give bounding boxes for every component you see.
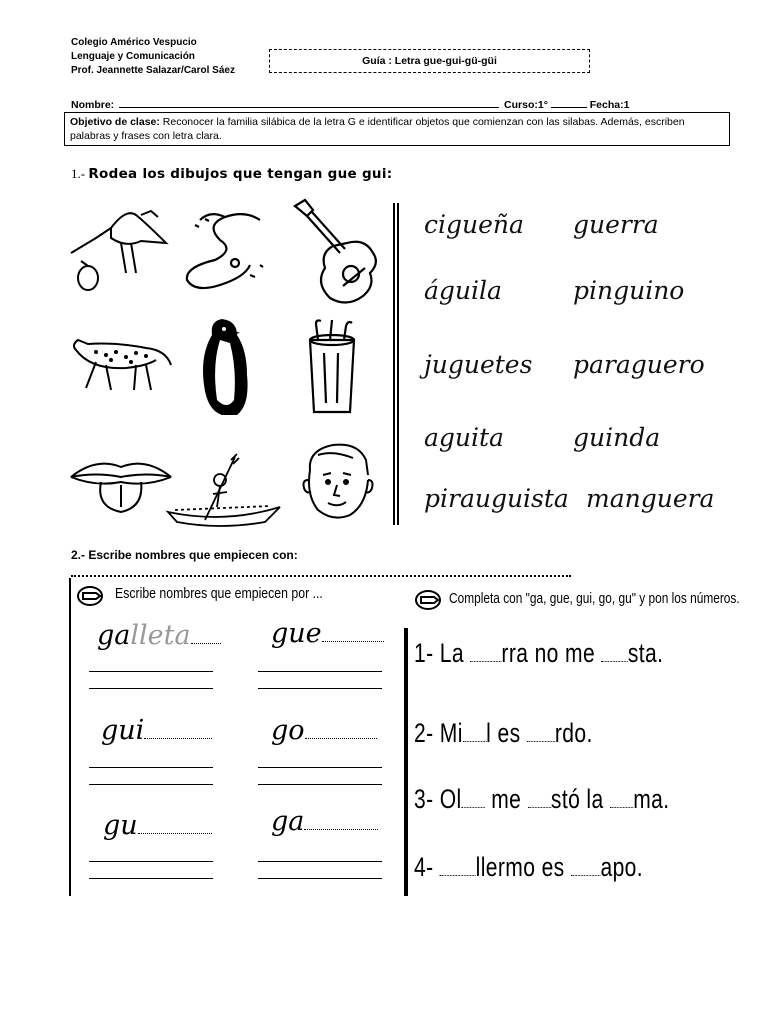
word-2a: águila	[424, 276, 502, 305]
syllable-prefix: gue	[271, 618, 322, 649]
left-panel-border	[69, 578, 71, 896]
sentence-number: 2-	[414, 718, 434, 748]
word-2b: pinguino	[573, 276, 685, 305]
teachers-name: Prof. Jeannette Salazar/Carol Sáez	[71, 65, 235, 76]
objective-label: Objetivo de clase:	[70, 116, 160, 128]
write-line[interactable]	[258, 671, 382, 672]
pencil-icon	[414, 589, 444, 611]
snake-icon[interactable]	[175, 205, 275, 295]
syllable-dots	[144, 737, 212, 739]
student-row	[71, 97, 629, 111]
blank-field[interactable]	[527, 741, 555, 742]
objective-text: Reconocer la familia silábica de la letra G e identificar objetos que comienzan con las silabas. Además, escriben palabras y frases con letra clara.	[70, 116, 685, 142]
stork-icon[interactable]	[66, 203, 176, 298]
syllable-dots	[304, 828, 378, 830]
blank-field[interactable]	[440, 875, 476, 876]
write-line[interactable]	[258, 767, 382, 768]
guide-title: Guía : Letra gue-gui-gü-güi	[269, 49, 590, 73]
word-1a: cigueña	[424, 210, 524, 239]
syllable-dots	[138, 832, 212, 834]
sentence-number: 3-	[414, 784, 434, 814]
tongue-icon[interactable]	[66, 452, 176, 517]
right-panel-header: Completa con "ga, gue, gui, go, gu" y pon los números.	[449, 591, 740, 607]
nombre-label: Nombre:	[71, 99, 115, 111]
nombre-field[interactable]	[119, 97, 499, 108]
syllable-gue[interactable]	[271, 618, 384, 649]
syllable-dots	[305, 737, 377, 739]
write-line[interactable]	[258, 688, 382, 689]
syllable-prefix: go	[271, 715, 305, 746]
syllable-prefix: ga	[97, 620, 131, 651]
penguin-icon[interactable]	[192, 315, 257, 420]
syllable-dots	[322, 640, 384, 642]
syllable-go[interactable]	[271, 715, 377, 746]
blank-field[interactable]	[462, 807, 485, 808]
sentence-number: 4-	[414, 852, 434, 882]
word-3a: juguetes	[424, 350, 533, 379]
blank-field[interactable]	[528, 807, 551, 808]
section2-heading: 2.- Escribe nombres que empiecen con:	[71, 548, 298, 562]
blank-field[interactable]	[571, 875, 601, 876]
word-1b: guerra	[573, 210, 659, 239]
school-name: Colegio Américo Vespucio	[71, 37, 197, 48]
objective-box	[64, 112, 730, 146]
section1-text: Rodea los dibujos que tengan gue gui:	[88, 166, 393, 182]
write-line[interactable]	[258, 784, 382, 785]
syllable-prefix: gu	[103, 810, 138, 841]
leopard-icon[interactable]	[66, 330, 178, 400]
write-line[interactable]	[89, 878, 213, 879]
boy-face-icon[interactable]	[298, 440, 378, 525]
word-5b: manguera	[586, 484, 715, 513]
syllable-prefix: ga	[271, 806, 305, 837]
word-3b: paraguero	[573, 350, 705, 379]
word-4b: guinda	[573, 423, 661, 452]
syllable-gui[interactable]	[101, 715, 212, 746]
sentence-4: 4- llermo es apo.	[414, 852, 644, 882]
write-line[interactable]	[89, 767, 213, 768]
syllable-dots	[191, 642, 221, 644]
section1-divider	[393, 203, 399, 525]
subject-name: Lenguaje y Comunicación	[71, 51, 195, 62]
section2-top-border	[71, 575, 571, 577]
write-line[interactable]	[258, 861, 382, 862]
sentence-1: 1- La rra no me sta.	[414, 638, 664, 668]
blank-field[interactable]	[610, 807, 633, 808]
syllable-example: lleta	[130, 620, 191, 651]
section1-number: 1.-	[71, 166, 89, 181]
section1-instruction	[71, 165, 392, 182]
word-5a: pirauguista	[424, 484, 569, 513]
write-line[interactable]	[89, 688, 213, 689]
sentence-2: 2- Mi l es rdo.	[414, 718, 593, 748]
write-line[interactable]	[89, 671, 213, 672]
curso-label: Curso:1°	[504, 99, 548, 111]
canoe-paddler-icon[interactable]	[165, 452, 283, 532]
umbrella-stand-icon[interactable]	[300, 318, 362, 416]
syllable-ga-2[interactable]	[271, 806, 378, 837]
write-line[interactable]	[89, 861, 213, 862]
blank-field[interactable]	[463, 741, 486, 742]
sentence-3: 3- Ol me stó la ma.	[414, 784, 670, 814]
word-4a: aguita	[424, 423, 504, 452]
school-info	[71, 36, 235, 78]
syllable-gu[interactable]	[103, 810, 212, 841]
guitar-icon[interactable]	[285, 198, 385, 308]
blank-field[interactable]	[470, 661, 501, 662]
right-panel-border	[404, 628, 408, 896]
blank-field[interactable]	[601, 661, 628, 662]
left-panel-header: Escribe nombres que empiecen por ...	[115, 585, 323, 602]
write-line[interactable]	[89, 784, 213, 785]
sentence-number: 1-	[414, 638, 434, 668]
syllable-ga[interactable]	[97, 620, 221, 651]
syllable-prefix: gui	[101, 715, 145, 746]
pencil-icon	[76, 585, 106, 607]
write-line[interactable]	[258, 878, 382, 879]
fecha-label: Fecha:1	[589, 99, 630, 111]
curso-field[interactable]	[551, 97, 587, 108]
